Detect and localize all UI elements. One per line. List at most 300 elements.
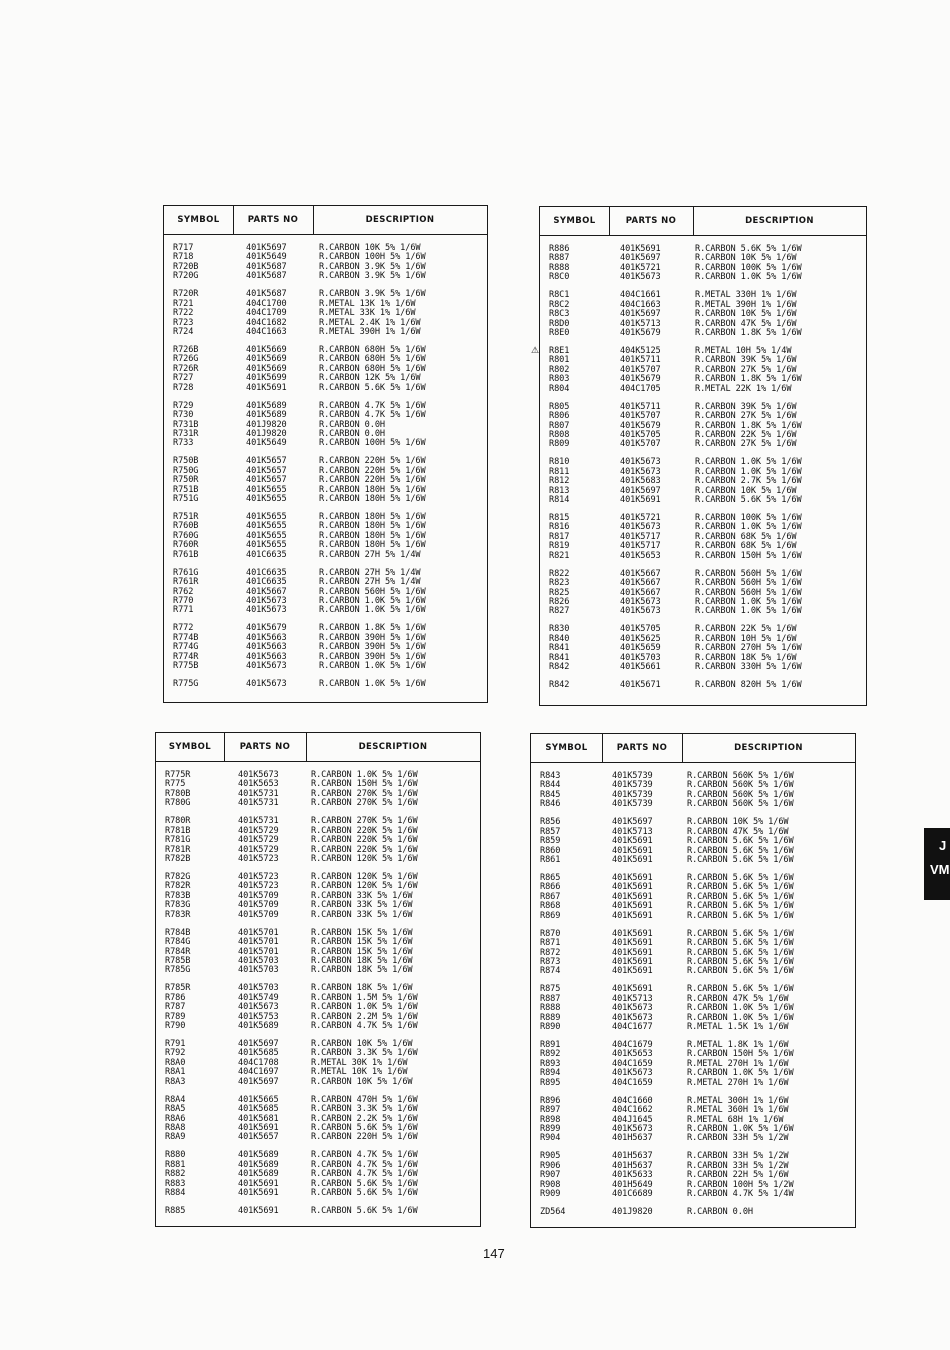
cell-description: R.CARBON 5.6K 5% 1/6W [695, 495, 802, 506]
cell-description: R.CARBON 180H 5% 1/6W [319, 512, 426, 522]
cell-parts-no: 401K5667 [620, 568, 661, 579]
cell-description: R.METAL 10H 5% 1/4W [695, 345, 792, 356]
cell-symbol: R718 [173, 252, 194, 263]
cell-symbol: R724 [173, 327, 194, 337]
table-body [531, 244, 866, 691]
cell-parts-no: 401K5753 [238, 1011, 279, 1022]
cell-parts-no: 401K5713 [620, 318, 661, 329]
cell-symbol: R787 [165, 1002, 186, 1013]
cell-description: R.CARBON 180H 5% 1/6W [319, 494, 426, 505]
cell-symbol: R830 [549, 624, 570, 635]
cell-description: R.CARBON 68K 5% 1/6W [695, 531, 797, 542]
cell-description: R.CARBON 220H 5% 1/6W [319, 465, 426, 476]
cell-description: R.CARBON 150H 5% 1/6W [311, 779, 418, 790]
cell-parts-no: 404C1682 [246, 317, 287, 328]
cell-parts-no: 404C1662 [612, 1105, 653, 1116]
cell-description: R.METAL 1.5K 1% 1/6W [687, 1022, 789, 1033]
cell-symbol: R822 [549, 568, 570, 579]
cell-description: R.CARBON 5.6K 5% 1/6W [687, 910, 794, 921]
cell-description: R.CARBON 5.6K 5% 1/6W [687, 956, 794, 967]
cell-parts-no: 401K5709 [238, 909, 279, 920]
cell-symbol: R8A1 [165, 1067, 186, 1078]
cell-symbol: R801 [549, 355, 570, 366]
cell-symbol: R887 [540, 993, 561, 1004]
cell-parts-no: 401K5729 [238, 835, 279, 846]
cell-description: R.METAL 2.4K 1% 1/6W [319, 317, 421, 328]
table-row [156, 1133, 480, 1142]
table-header [531, 734, 855, 763]
cell-symbol: R774G [173, 642, 199, 653]
header-description: DESCRIPTION [734, 743, 803, 753]
cell-symbol: R842 [549, 680, 570, 691]
side-tab-line2: VM [930, 862, 950, 877]
cell-description: R.CARBON 47K 5% 1/6W [687, 826, 789, 837]
cell-symbol: R869 [540, 910, 561, 921]
cell-symbol: R843 [540, 771, 561, 781]
cell-symbol: R807 [549, 420, 570, 431]
cell-symbol: R841 [549, 643, 570, 654]
cell-symbol: R8A9 [165, 1132, 186, 1143]
cell-description: R.CARBON 1.8K 5% 1/6W [695, 420, 802, 431]
table-row [156, 1189, 480, 1198]
cell-symbol: R733 [173, 438, 194, 449]
cell-parts-no: 401K5711 [620, 355, 661, 366]
cell-symbol: R841 [549, 652, 570, 663]
parts-table-lower-left [155, 732, 481, 1227]
row-group [531, 818, 855, 865]
cell-symbol: R890 [540, 1022, 561, 1033]
cell-parts-no: 401K5673 [238, 770, 279, 780]
cell-parts-no: 401K5669 [246, 354, 287, 365]
cell-description: R.CARBON 1.0K 5% 1/6W [695, 606, 802, 617]
cell-symbol: R775G [173, 679, 199, 690]
cell-parts-no: 404C1659 [612, 1058, 653, 1069]
table-body [164, 244, 487, 690]
cell-description: R.CARBON 5.6K 5% 1/6W [695, 244, 802, 254]
cell-parts-no: 401H5637 [612, 1151, 653, 1162]
cell-description: R.CARBON 47K 5% 1/6W [687, 993, 789, 1004]
cell-symbol: R780R [165, 816, 191, 827]
cell-symbol: R816 [549, 522, 570, 533]
cell-description: R.CARBON 560H 5% 1/6W [695, 587, 802, 598]
cell-symbol: R868 [540, 901, 561, 912]
cell-symbol: R783B [165, 890, 191, 901]
cell-symbol: R874 [540, 966, 561, 977]
cell-parts-no: 401C6689 [612, 1189, 653, 1200]
cell-symbol: R856 [540, 817, 561, 828]
table-row [531, 1023, 855, 1032]
cell-symbol: R8C1 [549, 290, 570, 301]
cell-description: R.CARBON 10H 5% 1/6W [695, 633, 797, 644]
cell-parts-no: 401K5683 [620, 476, 661, 487]
cell-description: R.CARBON 100K 5% 1/6W [695, 513, 802, 523]
cell-parts-no: 401K5685 [238, 1048, 279, 1059]
cell-parts-no: 401K5701 [238, 927, 279, 938]
cell-parts-no: 401K5707 [620, 411, 661, 422]
cell-parts-no: 401K5721 [620, 262, 661, 273]
cell-parts-no: 401K5655 [246, 530, 287, 541]
cell-description: R.CARBON 4.7K 5% 1/6W [311, 1021, 418, 1032]
cell-parts-no: 404C1697 [238, 1067, 279, 1078]
header-symbol: SYMBOL [168, 742, 212, 752]
cell-description: R.CARBON 0.0H [319, 419, 385, 430]
cell-parts-no: 404C1679 [612, 1040, 653, 1050]
cell-symbol: R881 [165, 1159, 186, 1170]
cell-symbol: R760B [173, 521, 199, 532]
cell-description: R.METAL 68H 1% 1/6W [687, 1114, 784, 1125]
cell-description: R.CARBON 5.6K 5% 1/6W [311, 1178, 418, 1189]
cell-parts-no: 401K5691 [612, 938, 653, 949]
cell-symbol: R761R [173, 577, 199, 588]
cell-symbol: R886 [549, 244, 570, 254]
cell-symbol: R825 [549, 587, 570, 598]
cell-parts-no: 401K5701 [238, 937, 279, 948]
table-row [156, 1078, 480, 1087]
cell-parts-no: 401K5723 [238, 881, 279, 892]
cell-symbol: R750R [173, 475, 199, 486]
cell-description: R.CARBON 2.2M 5% 1/6W [311, 1011, 418, 1022]
cell-parts-no: 401K5689 [238, 1159, 279, 1170]
cell-symbol: R872 [540, 947, 561, 958]
cell-description: R.CARBON 270K 5% 1/6W [311, 816, 418, 827]
page-number: 147 [483, 1246, 505, 1261]
cell-symbol: R8A0 [165, 1057, 186, 1068]
cell-description: R.CARBON 10K 5% 1/6W [319, 243, 421, 253]
cell-parts-no: 401K5701 [238, 946, 279, 957]
row-group [156, 929, 480, 976]
cell-parts-no: 401K5739 [612, 799, 653, 810]
cell-description: R.CARBON 180H 5% 1/6W [319, 484, 426, 495]
cell-parts-no: 401K5703 [238, 955, 279, 966]
cell-description: R.CARBON 5.6K 5% 1/6W [687, 901, 794, 912]
cell-symbol: R750G [173, 465, 199, 476]
cell-parts-no: 401K5673 [620, 466, 661, 477]
cell-description: R.CARBON 3.3K 5% 1/6W [311, 1104, 418, 1115]
cell-parts-no: 401K5633 [612, 1170, 653, 1181]
cell-symbol: R717 [173, 243, 194, 253]
row-group [531, 1041, 855, 1088]
cell-parts-no: 404K5125 [620, 345, 661, 356]
table-row [540, 663, 866, 672]
cell-parts-no: 401K5673 [612, 1124, 653, 1134]
cell-description: R.CARBON 15K 5% 1/6W [311, 927, 413, 938]
cell-symbol: R896 [540, 1095, 561, 1106]
header-parts-no: PARTS NO [625, 216, 677, 226]
cell-symbol: R857 [540, 826, 561, 837]
cell-parts-no: 401K5731 [238, 798, 279, 809]
cell-parts-no: 401K5673 [246, 661, 287, 672]
cell-parts-no: 401K5697 [238, 1076, 279, 1087]
cell-parts-no: 401K5699 [246, 373, 287, 384]
cell-description: R.CARBON 1.0K 5% 1/6W [695, 272, 802, 283]
cell-symbol: R751B [173, 484, 199, 495]
cell-parts-no: 401K5689 [238, 1150, 279, 1161]
cell-description: R.CARBON 100K 5% 1/6W [695, 262, 802, 273]
cell-description: R.CARBON 560K 5% 1/6W [687, 799, 794, 810]
cell-symbol: R786 [165, 992, 186, 1003]
cell-description: R.CARBON 1.0K 5% 1/6W [319, 679, 426, 690]
cell-symbol: R904 [540, 1133, 561, 1144]
cell-description: R.CARBON 15K 5% 1/6W [311, 937, 413, 948]
cell-parts-no: 401K5691 [612, 901, 653, 912]
row-group [531, 930, 855, 977]
cell-parts-no: 401K5691 [612, 872, 653, 883]
cell-symbol: R815 [549, 513, 570, 523]
cell-description: R.CARBON 27K 5% 1/6W [695, 364, 797, 375]
cell-symbol: R720B [173, 261, 199, 272]
cell-parts-no: 401K5679 [246, 623, 287, 634]
cell-description: R.CARBON 1.0K 5% 1/6W [695, 597, 802, 607]
cell-symbol: R893 [540, 1058, 561, 1069]
cell-description: R.CARBON 820H 5% 1/6W [695, 680, 802, 691]
row-group [531, 345, 866, 394]
cell-description: R.CARBON 22H 5% 1/6W [687, 1170, 789, 1181]
table-row [540, 440, 866, 449]
cell-description: R.CARBON 1.8K 5% 1/6W [695, 328, 802, 338]
table-row [540, 385, 866, 394]
header-symbol: SYMBOL [553, 216, 596, 226]
cell-symbol: R842 [549, 662, 570, 673]
cell-parts-no: 401K5667 [246, 586, 287, 597]
cell-parts-no: 401K5673 [238, 1002, 279, 1013]
table-row [164, 272, 487, 281]
table-row [531, 912, 855, 921]
cell-symbol: R866 [540, 882, 561, 893]
cell-parts-no: 401J9820 [246, 419, 287, 430]
cell-symbol: R791 [165, 1039, 186, 1049]
cell-description: R.CARBON 4.7K 5% 1/6W [311, 1150, 418, 1161]
cell-description: R.CARBON 5.6K 5% 1/6W [687, 984, 794, 995]
cell-symbol: R811 [549, 466, 570, 477]
cell-description: R.CARBON 18K 5% 1/6W [311, 965, 413, 976]
cell-symbol: R730 [173, 410, 194, 421]
cell-symbol: R899 [540, 1124, 561, 1134]
cell-description: R.CARBON 5.6K 5% 1/6W [687, 872, 794, 883]
cell-parts-no: 401J9820 [612, 1207, 653, 1218]
header-symbol: SYMBOL [545, 743, 588, 753]
cell-description: R.CARBON 22K 5% 1/6W [695, 624, 797, 635]
table-header [540, 207, 866, 236]
cell-parts-no: 401K5673 [246, 596, 287, 606]
row-group [164, 290, 487, 337]
cell-symbol: R784R [165, 946, 191, 957]
cell-symbol: R751G [173, 494, 199, 505]
cell-description: R.CARBON 3.9K 5% 1/6W [319, 261, 426, 272]
cell-symbol: R871 [540, 938, 561, 949]
cell-parts-no: 401K5739 [612, 771, 653, 781]
cell-symbol: R8A4 [165, 1094, 186, 1105]
cell-description: R.CARBON 560H 5% 1/6W [695, 578, 802, 589]
cell-description: R.CARBON 10K 5% 1/6W [311, 1039, 413, 1049]
cell-description: R.CARBON 10K 5% 1/6W [695, 309, 797, 320]
table-row [156, 911, 480, 920]
table-row [164, 384, 487, 393]
row-group [156, 771, 480, 809]
cell-description: R.CARBON 27K 5% 1/6W [695, 411, 797, 422]
cell-description: R.CARBON 68K 5% 1/6W [695, 541, 797, 552]
cell-description: R.CARBON 180H 5% 1/6W [319, 530, 426, 541]
cell-symbol: R781R [165, 844, 191, 855]
row-group [540, 681, 866, 690]
cell-description: R.CARBON 39K 5% 1/6W [695, 401, 797, 412]
row-group [164, 457, 487, 504]
cell-symbol: R873 [540, 956, 561, 967]
cell-parts-no: 401K5653 [238, 779, 279, 790]
cell-parts-no: 401K5729 [238, 825, 279, 836]
cell-description: R.CARBON 33H 5% 1/2W [687, 1160, 789, 1171]
cell-description: R.CARBON 1.5M 5% 1/6W [311, 992, 418, 1003]
cell-description: R.CARBON 220K 5% 1/6W [311, 825, 418, 836]
cell-symbol: R729 [173, 400, 194, 411]
cell-parts-no: 404C1661 [620, 290, 661, 301]
cell-parts-no: 401C6635 [246, 549, 287, 560]
cell-symbol: R761G [173, 567, 199, 578]
cell-parts-no: 401K5705 [620, 429, 661, 440]
cell-description: R.CARBON 1.0K 5% 1/6W [687, 1003, 794, 1014]
cell-description: R.CARBON 3.3K 5% 1/6W [311, 1048, 418, 1059]
table-row [531, 1208, 855, 1217]
cell-symbol: R817 [549, 531, 570, 542]
cell-symbol: R867 [540, 891, 561, 902]
cell-symbol: R785R [165, 983, 191, 994]
cell-symbol: R907 [540, 1170, 561, 1181]
cell-description: R.CARBON 3.9K 5% 1/6W [319, 289, 426, 300]
cell-symbol: R722 [173, 308, 194, 319]
cell-description: R.CARBON 100H 5% 1/6W [319, 252, 426, 263]
cell-description: R.CARBON 680H 5% 1/6W [319, 363, 426, 374]
cell-description: R.CARBON 1.0K 5% 1/6W [319, 605, 426, 616]
cell-symbol: R897 [540, 1105, 561, 1116]
cell-symbol: R783G [165, 900, 191, 911]
cell-description: R.CARBON 220K 5% 1/6W [311, 835, 418, 846]
row-group [164, 402, 487, 449]
cell-description: R.CARBON 15K 5% 1/6W [311, 946, 413, 957]
cell-description: R.CARBON 1.8K 5% 1/6W [319, 623, 426, 634]
cell-symbol: R731B [173, 419, 199, 430]
cell-parts-no: 401K5739 [612, 789, 653, 800]
cell-symbol: R845 [540, 789, 561, 800]
cell-symbol: R859 [540, 836, 561, 847]
cell-parts-no: 404C1663 [620, 299, 661, 310]
cell-description: R.CARBON 1.0K 5% 1/6W [319, 661, 426, 672]
cell-parts-no: 401K5691 [612, 910, 653, 921]
cell-description: R.CARBON 4.7K 5% 1/6W [311, 1159, 418, 1170]
cell-symbol: R781B [165, 825, 191, 836]
cell-description: R.CARBON 0.0H [687, 1207, 753, 1218]
cell-symbol: R726R [173, 363, 199, 374]
cell-parts-no: 401K5689 [246, 410, 287, 421]
row-group [164, 569, 487, 616]
cell-symbol: R751R [173, 512, 199, 522]
cell-parts-no: 401K5673 [612, 1068, 653, 1079]
cell-symbol: R860 [540, 845, 561, 856]
cell-symbol: R884 [165, 1188, 186, 1199]
cell-description: R.CARBON 10K 5% 1/6W [687, 817, 789, 828]
cell-symbol: R891 [540, 1040, 561, 1050]
cell-parts-no: 401K5713 [612, 993, 653, 1004]
cell-description: R.CARBON 47K 5% 1/6W [695, 318, 797, 329]
cell-description: R.CARBON 27H 5% 1/4W [319, 577, 421, 588]
cell-symbol: R760G [173, 530, 199, 541]
cell-description: R.CARBON 4.7K 5% 1/6W [319, 400, 426, 411]
cell-parts-no: 401K5673 [246, 679, 287, 690]
cell-symbol: R814 [549, 495, 570, 506]
cell-parts-no: 401K5691 [612, 956, 653, 967]
cell-description: R.CARBON 560K 5% 1/6W [687, 780, 794, 791]
row-group [156, 984, 480, 1031]
cell-description: R.CARBON 390H 5% 1/6W [319, 651, 426, 662]
cell-description: R.CARBON 5.6K 5% 1/6W [687, 966, 794, 977]
cell-parts-no: 401K5713 [612, 826, 653, 837]
cell-description: R.CARBON 5.6K 5% 1/6W [687, 891, 794, 902]
cell-parts-no: 401K5663 [246, 651, 287, 662]
cell-parts-no: 401K5649 [246, 438, 287, 449]
cell-description: R.CARBON 150H 5% 1/6W [695, 550, 802, 561]
table-body [156, 771, 480, 1217]
cell-parts-no: 401K5691 [612, 882, 653, 893]
cell-parts-no: 401K5731 [238, 816, 279, 827]
cell-symbol: R821 [549, 550, 570, 561]
row-group [156, 817, 480, 864]
table-row [164, 495, 487, 504]
cell-parts-no: 401K5657 [246, 465, 287, 476]
cell-parts-no: 401C6635 [246, 567, 287, 578]
cell-parts-no: 401K5691 [238, 1188, 279, 1199]
table-row [540, 552, 866, 561]
cell-description: R.CARBON 5.6K 5% 1/6W [687, 836, 794, 847]
table-row [531, 1079, 855, 1088]
row-group [540, 458, 866, 505]
cell-parts-no: 401K5691 [612, 836, 653, 847]
cell-parts-no: 401K5655 [246, 512, 287, 522]
cell-parts-no: 401K5653 [620, 550, 661, 561]
row-group [164, 346, 487, 393]
cell-parts-no: 401K5691 [612, 891, 653, 902]
header-symbol: SYMBOL [177, 215, 220, 225]
cell-description: R.CARBON 270H 5% 1/6W [695, 643, 802, 654]
cell-parts-no: 401K5697 [238, 1039, 279, 1049]
cell-parts-no: 401H5637 [612, 1133, 653, 1144]
row-group [531, 985, 855, 1032]
cell-description: R.CARBON 150H 5% 1/6W [687, 1049, 794, 1060]
cell-description: R.CARBON 1.0K 5% 1/6W [695, 522, 802, 533]
cell-symbol: R880 [165, 1150, 186, 1161]
cell-description: R.CARBON 33K 5% 1/6W [311, 909, 413, 920]
cell-parts-no: 401H5637 [612, 1160, 653, 1171]
cell-parts-no: 401K5655 [246, 521, 287, 532]
table-row [531, 1190, 855, 1199]
cell-parts-no: 401K5691 [238, 1123, 279, 1133]
cell-parts-no: 401K5673 [612, 1003, 653, 1014]
table-body [531, 772, 855, 1218]
row-group [540, 291, 866, 338]
table-header [156, 733, 480, 762]
cell-description: R.METAL 270H 1% 1/6W [687, 1077, 789, 1088]
cell-symbol: R728 [173, 382, 194, 393]
cell-description: R.CARBON 390H 5% 1/6W [319, 632, 426, 643]
cell-description: R.CARBON 560K 5% 1/6W [687, 789, 794, 800]
cell-parts-no: 401K5687 [246, 261, 287, 272]
cell-parts-no: 401K5667 [620, 578, 661, 589]
cell-parts-no: 401K5673 [612, 1012, 653, 1023]
cell-parts-no: 401K5679 [620, 420, 661, 431]
cell-parts-no: 401K5679 [620, 374, 661, 385]
cell-parts-no: 401J9820 [246, 428, 287, 439]
cell-description: R.CARBON 1.0K 5% 1/6W [695, 466, 802, 477]
cell-description: R.METAL 1.8K 1% 1/6W [687, 1040, 789, 1050]
cell-description: R.CARBON 560H 5% 1/6W [319, 586, 426, 597]
cell-parts-no: 404C1663 [246, 327, 287, 337]
